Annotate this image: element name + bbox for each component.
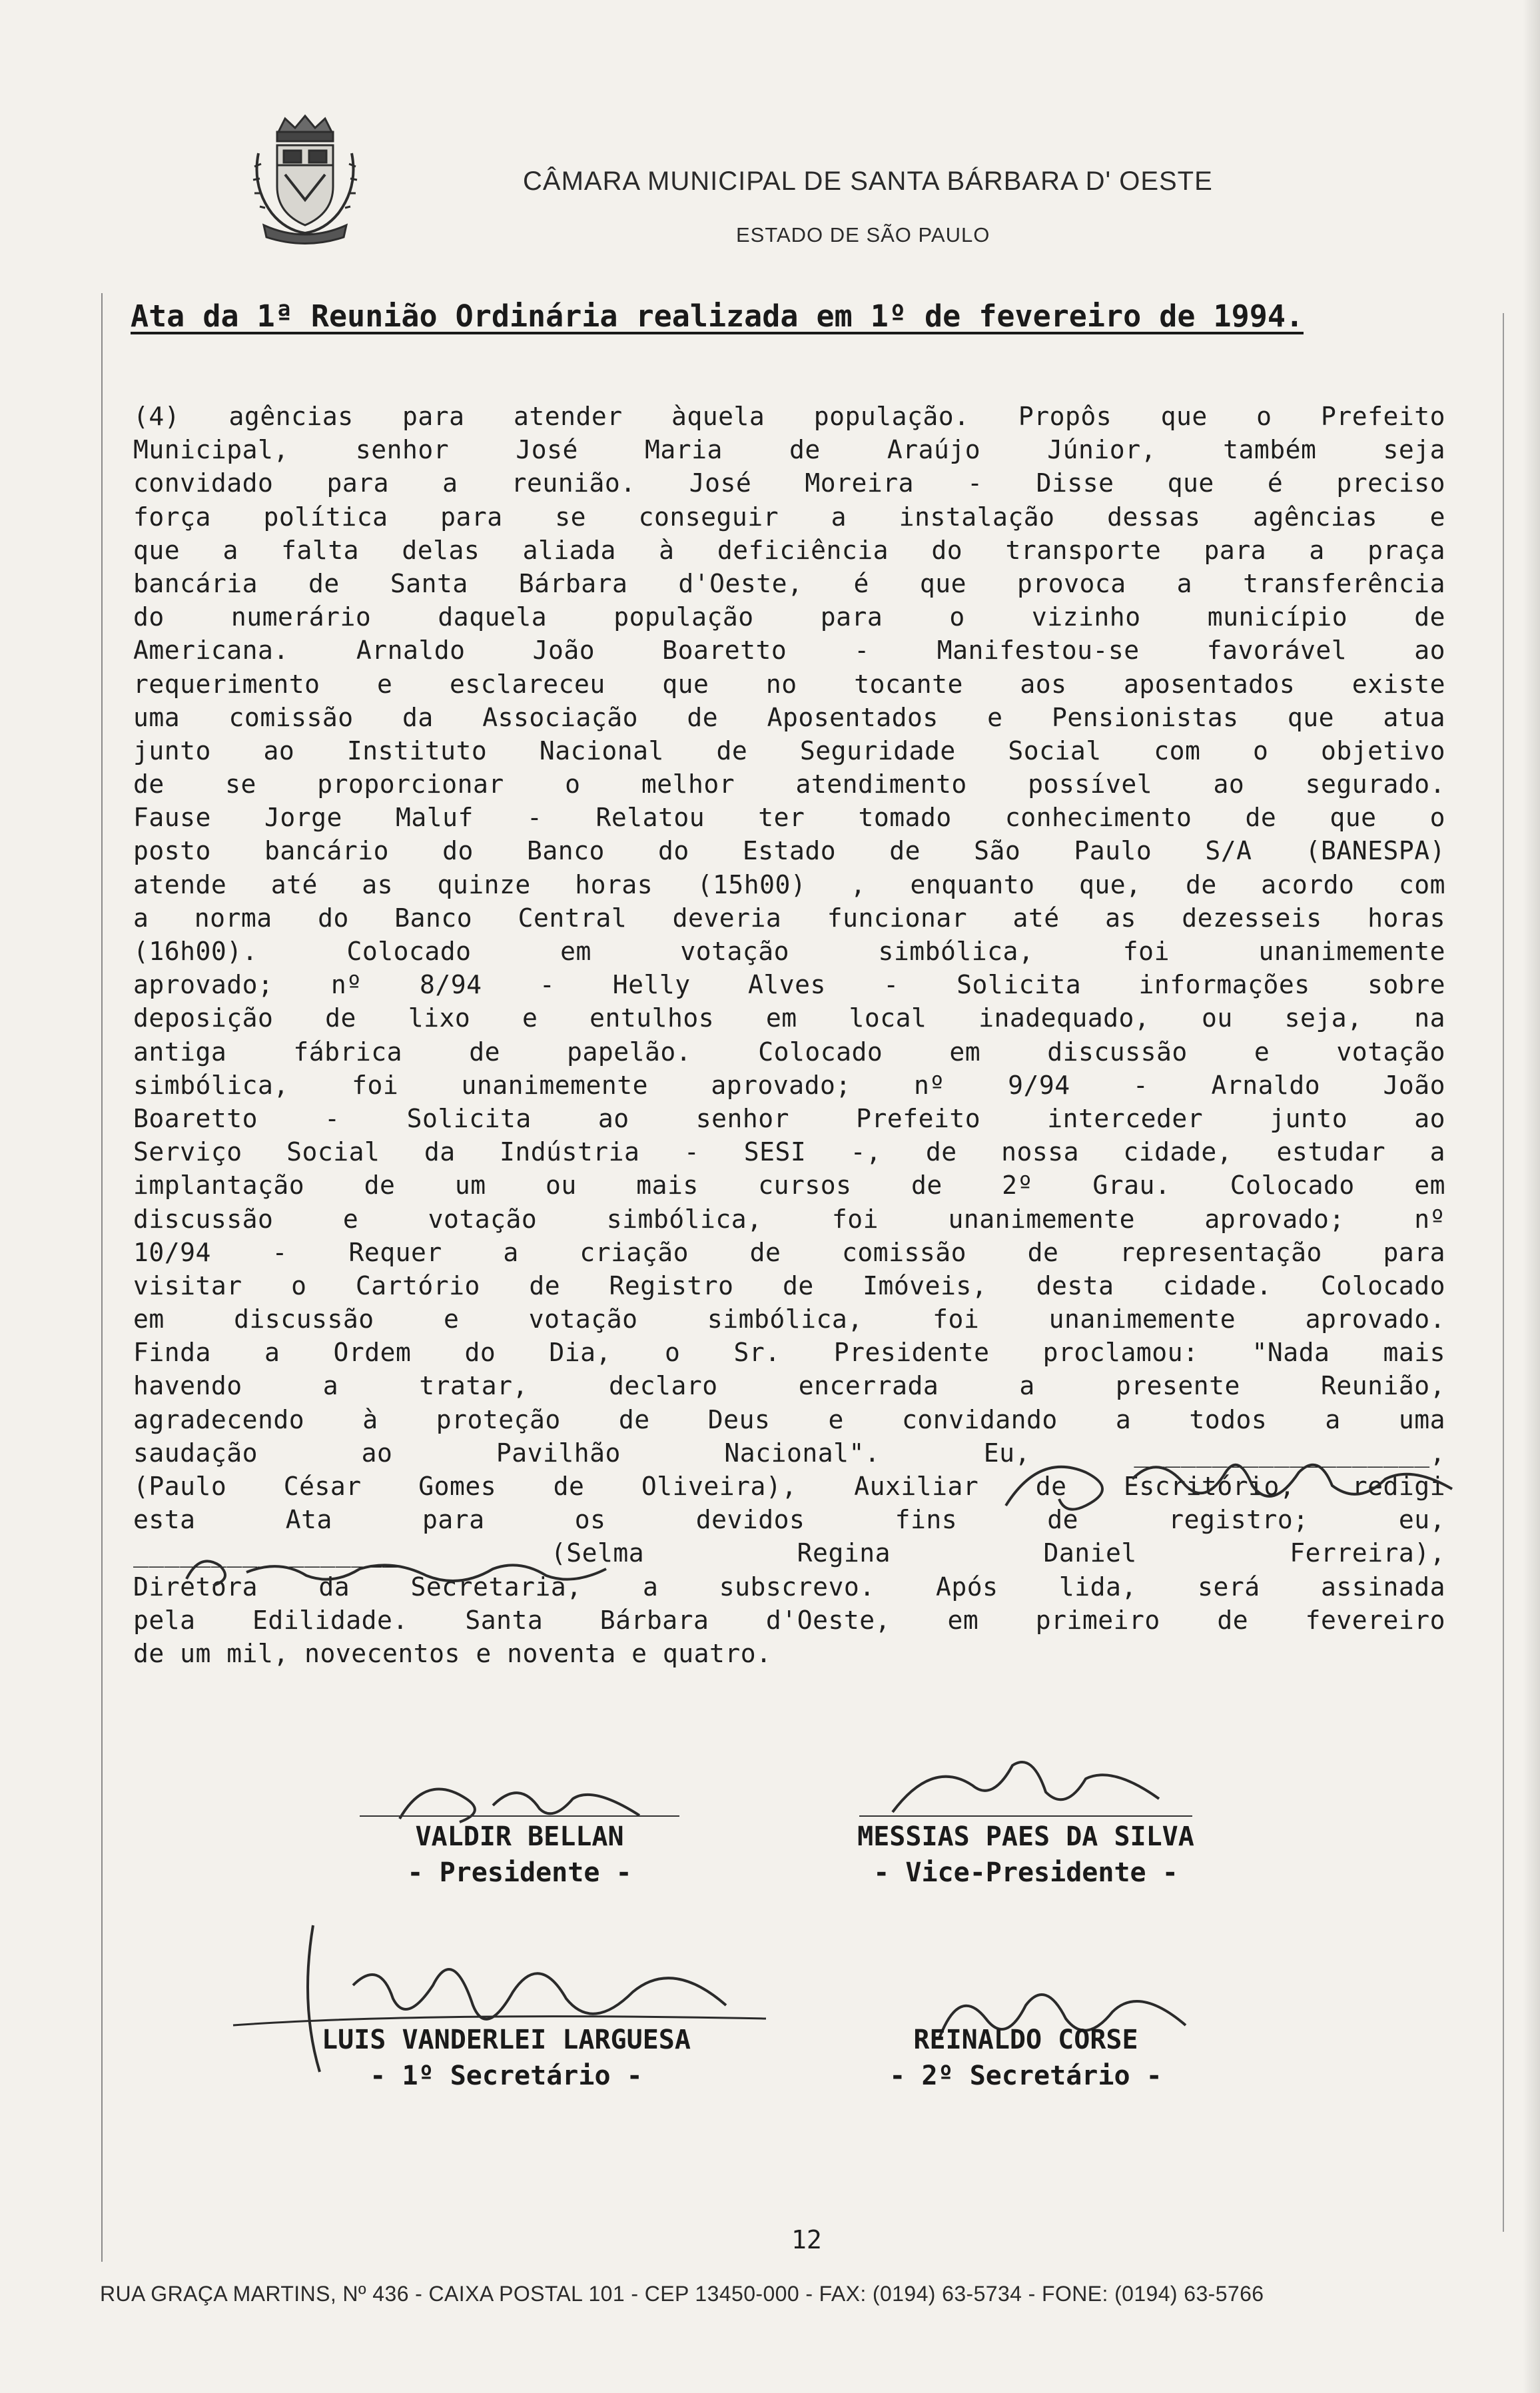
signature-rule: [360, 1815, 679, 1817]
signatory-name: LUIS VANDERLEI LARGUESA: [322, 2025, 691, 2055]
body-line: esta Ata para os devidos fins de registro; eu,: [133, 1505, 1445, 1535]
body-line: convidado para a reunião. José Moreira - Disse que é preciso: [133, 468, 1445, 498]
body-line: bancária de Santa Bárbara d'Oeste, é que provoca a transferência: [133, 568, 1445, 598]
municipal-crest-icon: [245, 113, 365, 246]
body-line: Finda a Ordem do Dia, o Sr. Presidente proclamou: "Nada mais: [133, 1338, 1445, 1368]
body-line: Boaretto - Solicita ao senhor Prefeito interceder junto ao: [133, 1103, 1445, 1133]
signatory-role: - Presidente -: [407, 1857, 632, 1888]
signatory-second-secretary: [839, 2022, 1212, 2094]
left-margin-line: [101, 293, 103, 2262]
signatory-president: [320, 1819, 719, 1891]
body-line: que a falta delas aliada à deficiência do transporte para a praça: [133, 535, 1445, 565]
body-line: saudação ao Pavilhão Nacional". Eu, ___________________,: [133, 1438, 1445, 1468]
signature-rule: [859, 1815, 1192, 1817]
body-line: (16h00). Colocado em votação simbólica, foi unanimemente: [133, 937, 1445, 966]
signatory-role: - 1º Secretário -: [370, 2061, 643, 2091]
body-line: requerimento e esclareceu que no tocante aos aposentados existe: [133, 669, 1445, 699]
body-line: antiga fábrica de papelão. Colocado em discussão e votação: [133, 1037, 1445, 1067]
body-line: de um mil, novecentos e noventa e quatro.: [133, 1638, 772, 1668]
body-line: simbólica, foi unanimemente aprovado; nº 9/94 - Arnaldo João: [133, 1070, 1445, 1100]
body-line: deposição de lixo e entulhos em local inadequado, ou seja, na: [133, 1003, 1445, 1033]
body-line: junto ao Instituto Nacional de Seguridade Social com o objetivo: [133, 735, 1445, 765]
state-name: ESTADO DE SÃO PAULO: [736, 223, 990, 246]
signatory-name: VALDIR BELLAN: [415, 1821, 624, 1852]
handwritten-signature-icon: [173, 1539, 666, 1599]
page-edge-shadow: [1523, 0, 1540, 2393]
body-line: Diretora da Secretaria, a subscrevo. Após lida, será assinada: [133, 1572, 1445, 1602]
signatory-role: - 2º Secretário -: [889, 2061, 1162, 2091]
footer-address: RUA GRAÇA MARTINS, Nº 436 - CAIXA POSTAL 101 - CEP 13450-000 - FAX: (0194) 63-5734 - FONE: (0194) 63-5766: [100, 2282, 1264, 2306]
body-line: posto bancário do Banco do Estado de São Paulo S/A (BANESPA): [133, 836, 1445, 866]
body-line: _________________ (Selma Regina Daniel Ferreira),: [133, 1538, 1445, 1568]
body-line: a norma do Banco Central deveria funcionar até as dezesseis horas: [133, 903, 1445, 933]
chamber-name: CÂMARA MUNICIPAL DE SANTA BÁRBARA D' OESTE: [523, 167, 1213, 196]
body-line: uma comissão da Associação de Aposentados e Pensionistas que atua: [133, 702, 1445, 732]
body-line: Municipal, senhor José Maria de Araújo Júnior, também seja: [133, 435, 1445, 465]
signatory-first-secretary: [253, 2022, 759, 2094]
body-line: aprovado; nº 8/94 - Helly Alves - Solicita informações sobre: [133, 970, 1445, 1000]
body-line: de se proporcionar o melhor atendimento possível ao segurado.: [133, 769, 1445, 799]
body-line: força política para se conseguir a instalação dessas agências e: [133, 502, 1445, 532]
body-line: havendo a tratar, declaro encerrada a presente Reunião,: [133, 1371, 1445, 1401]
minutes-title: Ata da 1ª Reunião Ordinária realizada em 1º de fevereiro de 1994.: [131, 298, 1304, 334]
body-line: Serviço Social da Indústria - SESI -, de nossa cidade, estudar a: [133, 1137, 1445, 1167]
body-line: pela Edilidade. Santa Bárbara d'Oeste, em primeiro de fevereiro: [133, 1605, 1445, 1635]
body-line: implantação de um ou mais cursos de 2º Grau. Colocado em: [133, 1171, 1445, 1200]
body-line: Americana. Arnaldo João Boaretto - Manifestou-se favorável ao: [133, 636, 1445, 666]
handwritten-signature-icon: [986, 1426, 1479, 1526]
body-line: agradecendo à proteção de Deus e convidando a todos a uma: [133, 1404, 1445, 1434]
body-line: do numerário daquela população para o vizinho município de: [133, 602, 1445, 632]
right-margin-line: [1503, 313, 1504, 2232]
body-line: atende até as quinze horas (15h00) , enquanto que, de acordo com: [133, 869, 1445, 899]
signatory-name: REINALDO CORSE: [913, 2025, 1138, 2055]
body-line: visitar o Cartório de Registro de Imóveis, desta cidade. Colocado: [133, 1270, 1445, 1300]
signatory-role: - Vice-Presidente -: [873, 1857, 1178, 1888]
body-line: 10/94 - Requer a criação de comissão de representação para: [133, 1237, 1445, 1267]
body-line: (4) agências para atender àquela população. Propôs que o Prefeito: [133, 402, 1445, 431]
signatory-vice-president: [826, 1819, 1226, 1891]
body-line: (Paulo César Gomes de Oliveira), Auxiliar de Escritório, redigi: [133, 1472, 1445, 1501]
page-number: 12: [791, 2225, 822, 2254]
handwritten-signature-icon: [866, 1739, 1186, 1825]
body-line: discussão e votação simbólica, foi unanimemente aprovado; nº: [133, 1204, 1445, 1234]
body-line: em discussão e votação simbólica, foi unanimemente aprovado.: [133, 1304, 1445, 1334]
body-line: Fause Jorge Maluf - Relatou ter tomado conhecimento de que o: [133, 803, 1445, 833]
signatory-name: MESSIAS PAES DA SILVA: [857, 1821, 1194, 1852]
